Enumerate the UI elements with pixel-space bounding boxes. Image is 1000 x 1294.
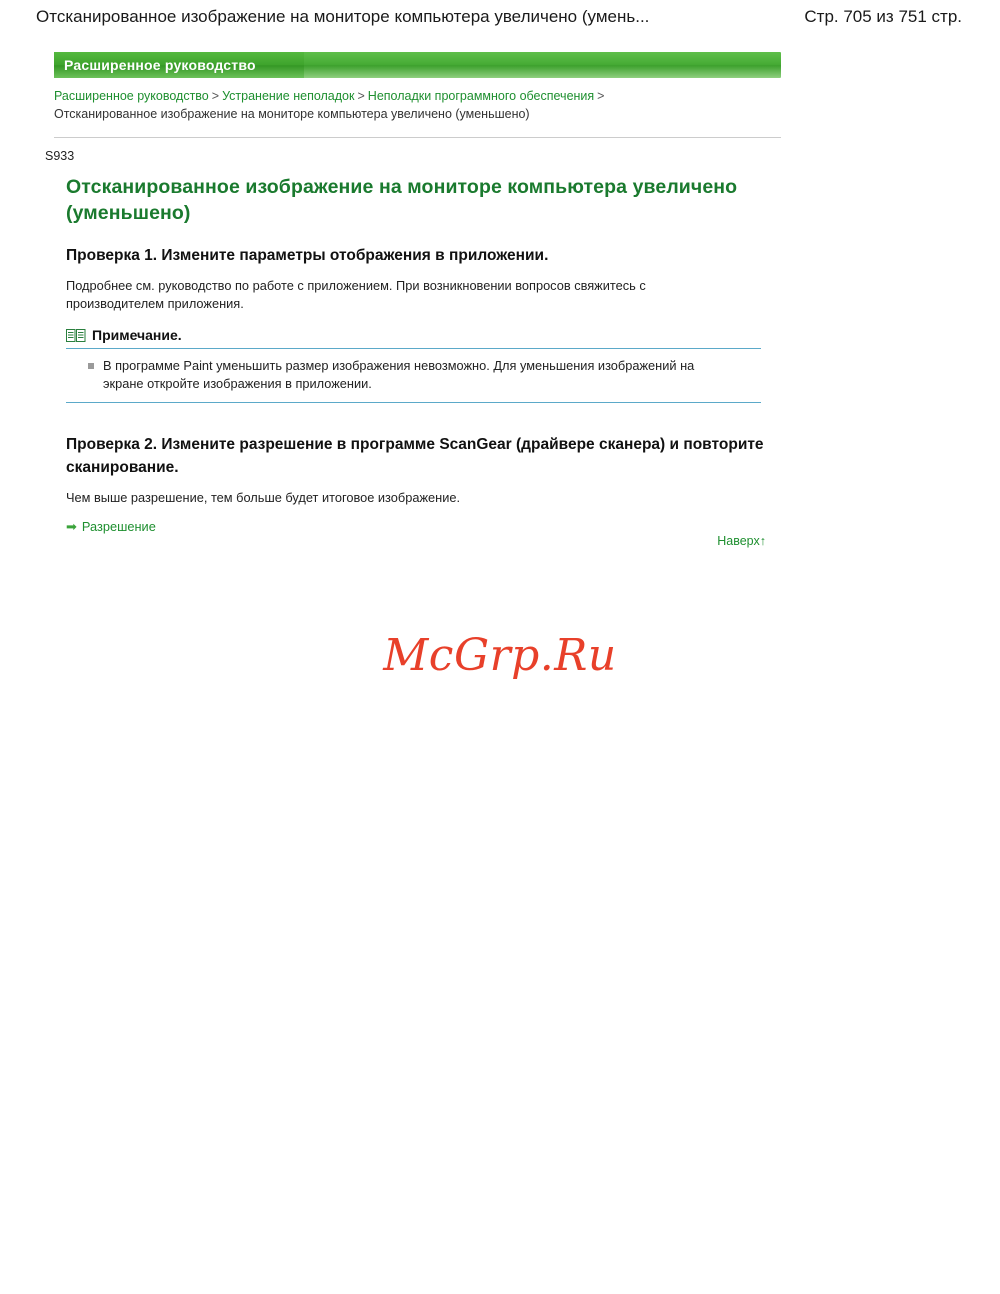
note-item-text: В программе Paint уменьшить размер изображения невозможно. Для уменьшения изображений на экране откройте изображения в приложении. [103, 358, 695, 391]
document-code: S933 [45, 149, 75, 163]
breadcrumb-link-manual[interactable]: Расширенное руководство [54, 89, 209, 103]
page-title: Отсканированное изображение на мониторе компьютера увеличено (уменьшено) [66, 176, 738, 224]
note-block [66, 327, 761, 403]
resolution-link[interactable]: Разрешение [81, 519, 156, 534]
resolution-link-row[interactable] [66, 519, 766, 534]
breadcrumb-separator: > [211, 89, 220, 103]
manual-banner-label: Расширенное руководство [54, 52, 304, 78]
document-page [0, 34, 1000, 1294]
note-header [66, 327, 761, 349]
breadcrumb-separator: > [357, 89, 365, 103]
viewer-toolbar [0, 0, 1000, 34]
breadcrumb-current: Отсканированное изображение на мониторе компьютера увеличено (уменьшено) [54, 107, 530, 121]
arrow-right-icon: ➡ [66, 519, 77, 534]
book-icon [66, 328, 86, 343]
note-list-item [66, 357, 761, 393]
square-bullet-icon [88, 363, 94, 369]
check-2-body: Чем выше разрешение, тем больше будет итоговое изображение. [66, 490, 461, 505]
note-title: Примечание. [92, 327, 182, 343]
check-1-heading: Проверка 1. Измените параметры отображения в приложении. [66, 247, 549, 264]
header-divider [54, 137, 781, 138]
breadcrumb-separator: > [597, 89, 605, 103]
manual-banner [54, 52, 781, 78]
breadcrumb [54, 88, 784, 123]
watermark: McGrp.Ru [383, 630, 617, 681]
breadcrumb-link-troubleshooting[interactable]: Устранение неполадок [222, 89, 355, 103]
main-content [66, 174, 766, 534]
check-2-heading: Проверка 2. Измените разрешение в программе ScanGear (драйвере сканера) и повторите сканирование. [66, 436, 764, 476]
page-indicator: Стр. 705 из 751 стр. [804, 7, 962, 26]
note-body [66, 349, 761, 403]
back-to-top-link[interactable]: Наверх↑ [717, 534, 766, 548]
back-to-top[interactable] [66, 534, 766, 548]
section-spacer [66, 403, 766, 433]
document-title: Отсканированное изображение на мониторе компьютера увеличено (умень... [36, 7, 650, 26]
check-1-body: Подробнее см. руководство по работе с приложением. При возникновении вопросов свяжитесь с производителем приложения. [66, 278, 646, 311]
breadcrumb-link-software-problems[interactable]: Неполадки программного обеспечения [367, 89, 595, 103]
